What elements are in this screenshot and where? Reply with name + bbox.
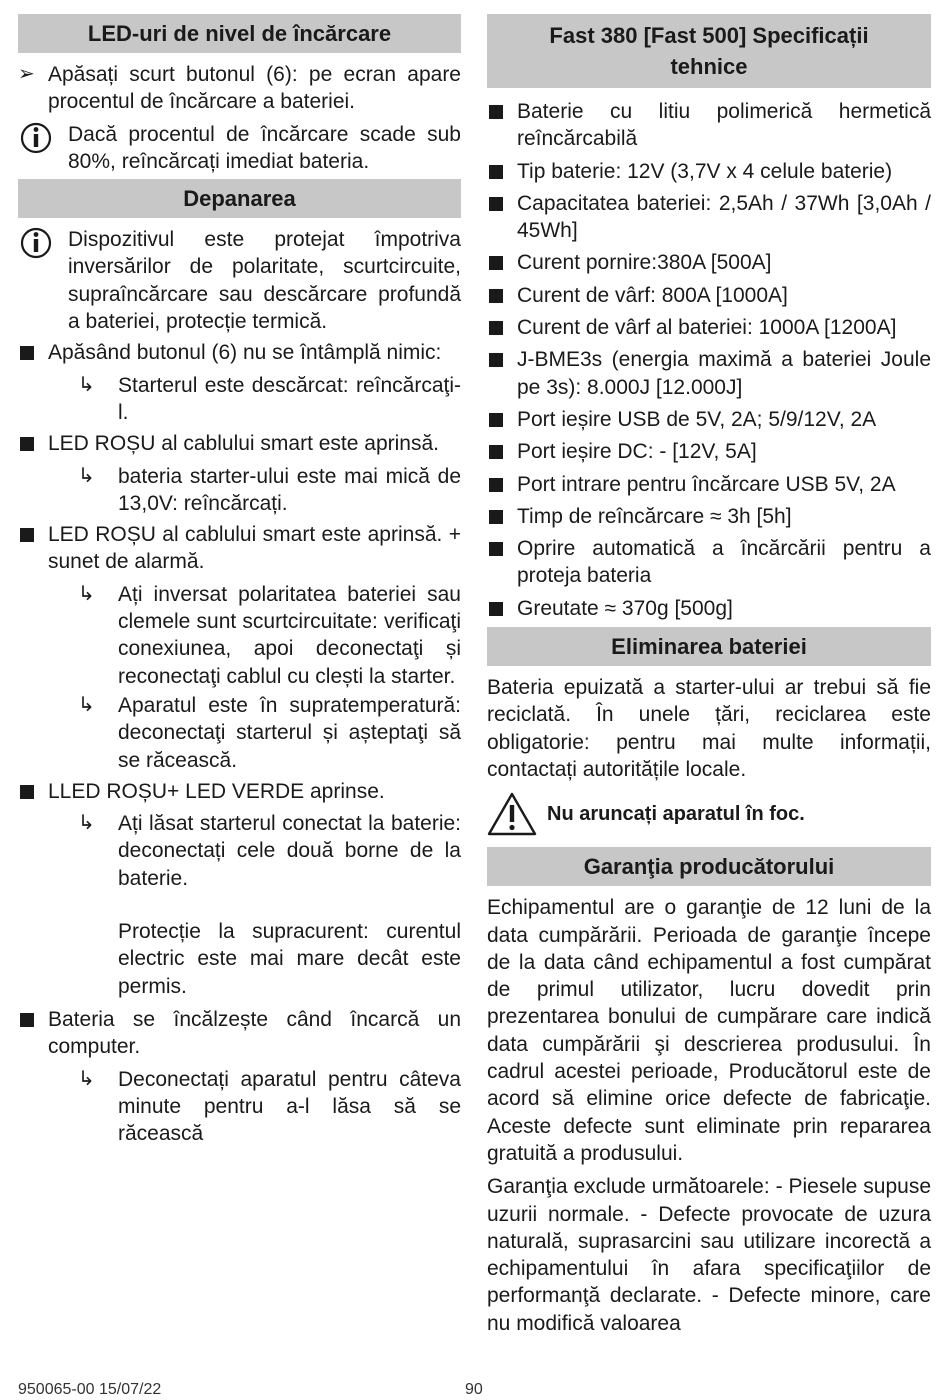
arrow-bullet-icon: ↳ (78, 812, 95, 835)
left-column (18, 14, 461, 1149)
right-column (487, 14, 931, 1343)
spec-item (487, 346, 931, 401)
spec-item-text: Port ieșire DC: - [12V, 5A] (517, 440, 757, 464)
section-header-garantie: Garanţia producătorului (487, 847, 931, 886)
footer-page-number: 90 (465, 1381, 483, 1398)
troubleshoot-sub (78, 810, 461, 892)
spec-item-text: Oprire automatică a încărcării pentru a proteja bateria (517, 537, 931, 588)
square-bullet-icon (487, 438, 517, 465)
section-header-depanarea: Depanarea (18, 179, 461, 218)
spec-item (487, 314, 931, 341)
troubleshoot-sub (78, 372, 461, 427)
square-bullet-icon (487, 406, 517, 433)
spec-item-text: Port ieșire USB de 5V, 2A; 5/9/12V, 2A (517, 407, 877, 431)
spec-item-text: Curent de vârf al bateriei: 1000A [1200A] (517, 316, 897, 340)
dep-info-text: Dispozitivul este protejat împotriva inversărilor de polaritate, scurtcircuite, supraîncărcare sau descărcare profundă a bateriei, protecție termică. (68, 228, 461, 334)
square-bullet-icon (487, 98, 517, 125)
spec-item-text: Curent pornire:380A [500A] (517, 251, 772, 275)
spec-item-text: J-BME3s (energia maximă a bateriei Joule pe 3s): 8.000J [12.000J] (517, 348, 931, 399)
spec-item-text: Baterie cu litiu polimerică hermetică reîncărcabilă (517, 100, 931, 151)
spec-item-text: Timp de reîncărcare ≈ 3h [5h] (517, 504, 792, 528)
spec-item (487, 158, 931, 185)
square-bullet-icon (487, 249, 517, 276)
troubleshoot-item-text: LED ROȘU al cablului smart este aprinsă. + sunet de alarmă. (48, 523, 461, 574)
troubleshoot-item-text: Apăsând butonul (6) nu se întâmplă nimic: (48, 341, 442, 365)
square-bullet-icon (18, 521, 48, 548)
warranty-paragraph-2: Garanţia exclude următoarele: - Piesele supuse uzurii normale. - Defecte provocate de uzura naturală, suprasarcini sau utilizare incorectă a echipamentului în afara specificaţiilor de performanţă declarate. - Defecte minore, care nu modifică valoarea (487, 1175, 931, 1335)
led-info-text: Dacă procentul de încărcare scade sub 80%, reîncărcați imediat bateria. (68, 122, 461, 173)
square-bullet-icon (487, 314, 517, 341)
spec-item (487, 535, 931, 590)
troubleshoot-sub-text: Ați inversat polaritatea bateriei sau clemele sunt scurtcircuitate: verificaţi conexiunea, apoi deconectaţi și reconectaţi cablul cu clești la starter. (118, 582, 461, 688)
troubleshoot-item (18, 778, 461, 805)
square-bullet-icon (487, 503, 517, 530)
section-header-eliminare: Eliminarea bateriei (487, 627, 931, 666)
section-header-specs: Fast 380 [Fast 500] Specificații tehnice (487, 14, 931, 88)
square-bullet-icon (487, 346, 517, 373)
spec-item (487, 471, 931, 498)
spec-item (487, 503, 931, 530)
troubleshoot-sub (78, 1066, 461, 1148)
arrow-bullet-icon: ↳ (78, 373, 95, 396)
spec-list (487, 98, 931, 622)
troubleshoot-sub-text: Starterul este descărcat: reîncărcaţi-l. (118, 373, 461, 424)
dep-info-note (18, 226, 461, 335)
troubleshoot-item (18, 430, 461, 457)
square-bullet-icon (18, 339, 48, 366)
square-bullet-icon (18, 430, 48, 457)
square-bullet-icon (487, 158, 517, 185)
overcurrent-note: Protecție la supracurent: curentul electric este mai mare decât este permis. (118, 920, 461, 998)
troubleshoot-sub (78, 692, 461, 774)
warning-triangle-icon (487, 791, 547, 837)
troubleshoot-item (18, 521, 461, 576)
spec-item-text: Tip baterie: 12V (3,7V x 4 celule baterie) (517, 159, 893, 183)
section-header-led: LED-uri de nivel de încărcare (18, 14, 461, 53)
spec-item-text: Port intrare pentru încărcare USB 5V, 2A (517, 472, 896, 496)
square-bullet-icon (18, 778, 48, 805)
info-icon (18, 121, 68, 155)
led-bullet (18, 61, 461, 116)
troubleshoot-sub-text: Deconectați aparatul pentru câteva minute pentru a-l lăsa să se răcească (118, 1067, 461, 1146)
square-bullet-icon (487, 471, 517, 498)
led-bullet-text: Apăsați scurt butonul (6): pe ecran apare procentul de încărcare a bateriei. (48, 63, 461, 114)
square-bullet-icon (487, 190, 517, 217)
troubleshoot-sub-text: Aparatul este în supratemperatură: deconectaţi starterul și așteptaţi să se răcească. (118, 693, 461, 772)
spec-item (487, 98, 931, 153)
eliminare-text: Bateria epuizată a starter-ului ar trebui să fie reciclată. În unele țări, reciclarea este obligatorie: pentru mai multe informații, contactați autoritățile locale. (487, 676, 931, 781)
info-icon (18, 226, 68, 260)
led-info-note (18, 121, 461, 176)
troubleshoot-sub-text: Ați lăsat starterul conectat la baterie: deconectați cele două borne de la baterie. (118, 812, 461, 890)
arrow-bullet-icon: ↳ (78, 582, 95, 605)
square-bullet-icon (487, 595, 517, 622)
spec-item (487, 249, 931, 276)
spec-item-text: Curent de vârf: 800A [1000A] (517, 283, 788, 307)
fire-warning-text: Nu aruncați aparatul în foc. (547, 802, 805, 825)
arrow-bullet-icon: ↳ (78, 464, 95, 487)
spec-item (487, 438, 931, 465)
fire-warning (487, 791, 931, 837)
spec-item (487, 282, 931, 309)
arrow-bullet-icon: ↳ (78, 693, 95, 716)
spec-item (487, 190, 931, 245)
troubleshoot-item (18, 1006, 461, 1061)
troubleshoot-sub (78, 463, 461, 518)
troubleshoot-sub-text: bateria starter-ului este mai mică de 13,0V: reîncărcați. (118, 464, 461, 515)
troubleshoot-sub (78, 581, 461, 690)
spec-item (487, 595, 931, 622)
troubleshoot-item-text: LLED ROȘU+ LED VERDE aprinse. (48, 779, 385, 803)
troubleshoot-item (18, 339, 461, 366)
square-bullet-icon (487, 535, 517, 562)
spec-item-text: Greutate ≈ 370g [500g] (517, 596, 733, 620)
spec-item (487, 406, 931, 433)
square-bullet-icon (487, 282, 517, 309)
spec-item-text: Capacitatea bateriei: 2,5Ah / 37Wh [3,0Ah / 45Wh] (517, 191, 931, 243)
troubleshoot-item-text: LED ROȘU al cablului smart este aprinsă. (48, 432, 439, 456)
arrow-bullet-icon: ↳ (78, 1067, 95, 1090)
chevron-bullet-icon: ➢ (18, 63, 35, 85)
warranty-paragraph-1: Echipamentul are o garanţie de 12 luni de la data cumpărării. Perioada de garanţie începe de la data când echipamentul a fost cumpărat de primul utilizator, lucru dovedit prin prezentarea bonului de cumpărare care indică data cumpărării şi descrierea produsului. În cadrul acestei perioade, Producătorul este de acord să elimine orice defecte de fabricaţie. Aceste defecte sunt eliminate prin repararea gratuită a produsului. (487, 896, 931, 1165)
troubleshoot-item-text: Bateria se încălzește când încarcă un computer. (48, 1007, 461, 1059)
square-bullet-icon (18, 1006, 48, 1033)
footer-code-date: 950065-00 15/07/22 (18, 1381, 162, 1398)
